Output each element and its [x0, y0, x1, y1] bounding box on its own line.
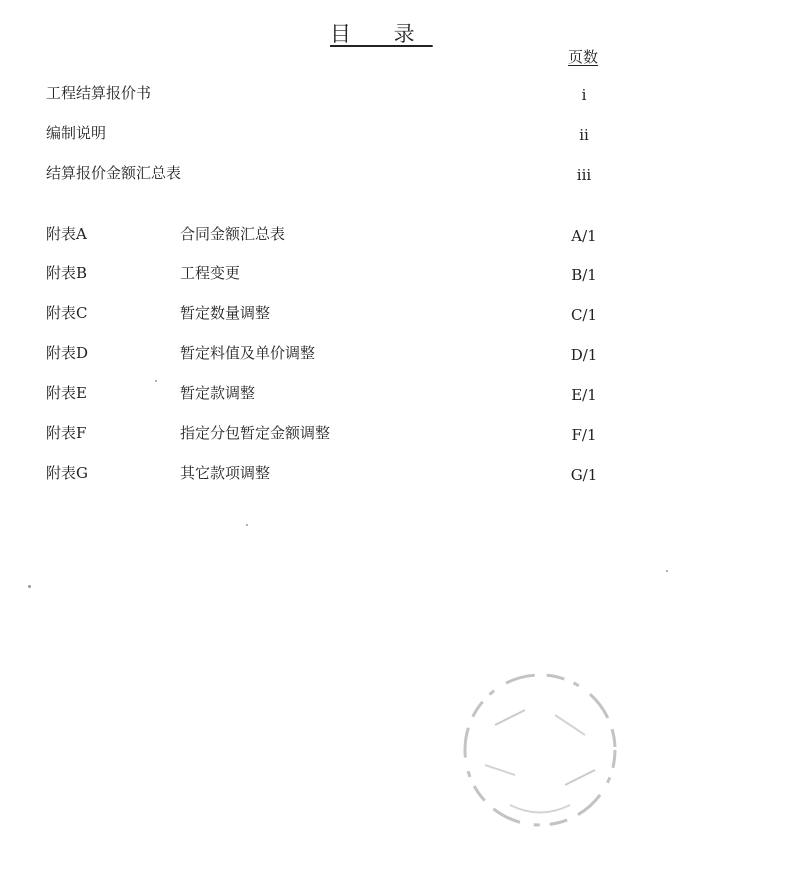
scan-speck [28, 585, 31, 588]
toc-entry [0, 82, 793, 106]
appendix-title: 暂定数量调整 [180, 304, 271, 322]
appendix-title: 其它款项调整 [180, 464, 271, 482]
appendix-entry [0, 302, 793, 326]
page-title: 目 录 [330, 22, 433, 46]
scan-speck [246, 524, 248, 526]
page-number-header: 页数 [568, 48, 599, 66]
toc-entry-title: 工程结算报价书 [46, 84, 152, 102]
appendix-label: 附表D [46, 344, 89, 362]
appendix-page: D/1 [570, 346, 598, 364]
appendix-title: 合同金额汇总表 [180, 225, 286, 243]
appendix-title: 暂定料值及单价调整 [180, 344, 316, 362]
appendix-label: 附表C [46, 304, 88, 322]
appendix-entry [0, 382, 793, 406]
appendix-entry [0, 462, 793, 486]
toc-entry [0, 122, 793, 146]
appendix-page: F/1 [571, 426, 597, 444]
appendix-label: 附表G [46, 464, 88, 482]
stamp-seal [455, 665, 625, 835]
appendix-page: G/1 [570, 466, 598, 484]
appendix-label: 附表A [46, 225, 87, 243]
toc-entry-page: i [581, 86, 587, 104]
appendix-title: 指定分包暂定金额调整 [180, 424, 331, 442]
appendix-page: B/1 [571, 266, 597, 284]
toc-entry-page: ii [579, 126, 589, 144]
appendix-label: 附表B [46, 264, 88, 282]
scan-speck [666, 570, 668, 572]
appendix-label: 附表E [46, 384, 87, 402]
appendix-page: C/1 [570, 306, 598, 324]
appendix-title: 暂定款调整 [180, 384, 256, 402]
appendix-entry [0, 342, 793, 366]
appendix-title: 工程变更 [180, 264, 241, 282]
appendix-page: E/1 [571, 386, 597, 404]
appendix-page: A/1 [571, 227, 597, 245]
appendix-label: 附表F [46, 424, 87, 442]
appendix-entry [0, 262, 793, 286]
toc-entry [0, 162, 793, 186]
appendix-entry [0, 422, 793, 446]
appendix-entry [0, 223, 793, 247]
toc-entry-page: iii [576, 166, 592, 184]
toc-entry-title: 编制说明 [46, 124, 107, 142]
scan-speck [155, 380, 157, 382]
toc-entry-title: 结算报价金额汇总表 [46, 164, 182, 182]
